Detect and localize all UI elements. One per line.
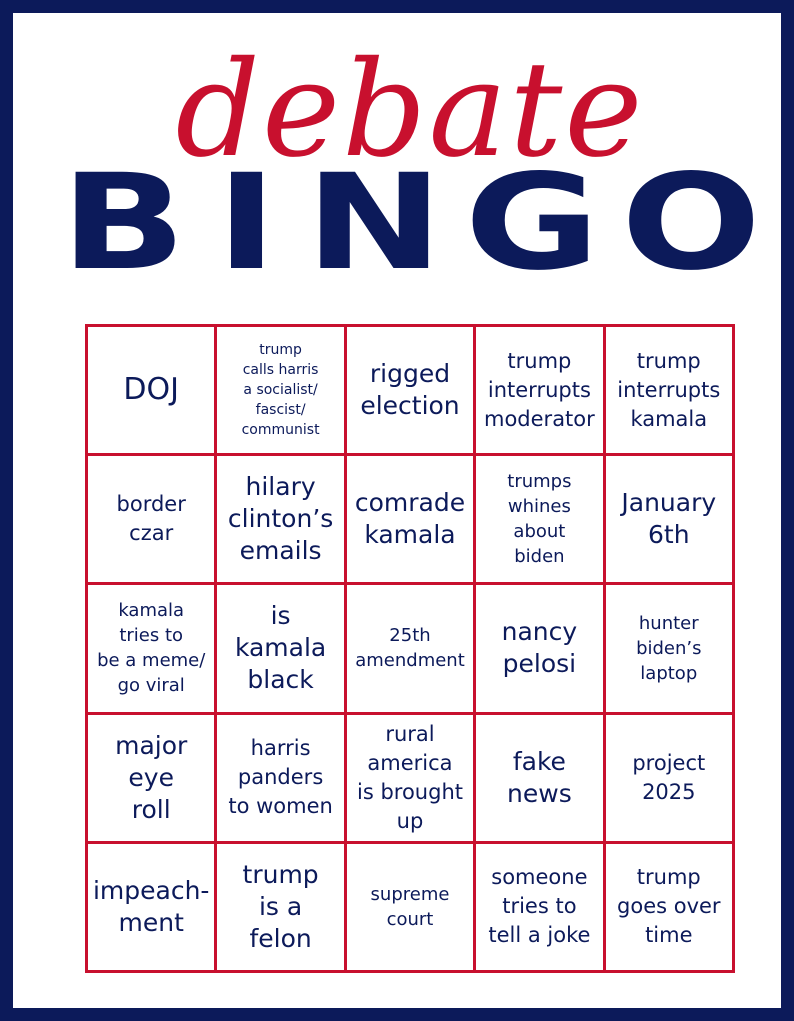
bingo-board — [85, 324, 735, 973]
bingo-cell: impeach- ment — [88, 844, 217, 973]
bingo-cell: trump goes over time — [606, 844, 735, 973]
bingo-cell: hilary clinton’s emails — [217, 456, 346, 585]
bingo-letter-b: B — [60, 146, 187, 300]
bingo-cell: nancy pelosi — [476, 585, 605, 714]
bingo-cell: someone tries to tell a joke — [476, 844, 605, 973]
bingo-letter-o: O — [620, 146, 762, 300]
bingo-cell: border czar — [88, 456, 217, 585]
bingo-cell: project 2025 — [606, 715, 735, 844]
bingo-cell: major eye roll — [88, 715, 217, 844]
bingo-cell: comrade kamala — [347, 456, 476, 585]
title-debate: debate — [175, 33, 645, 187]
bingo-letter-g: G — [464, 146, 601, 300]
bingo-cell: kamala tries to be a meme/ go viral — [88, 585, 217, 714]
bingo-cell: trump calls harris a socialist/ fascist/ communist — [217, 327, 346, 456]
bingo-letter-n: N — [305, 146, 444, 300]
bingo-cell: trumps whines about biden — [476, 456, 605, 585]
bingo-cell: fake news — [476, 715, 605, 844]
bingo-cell: 25th amendment — [347, 585, 476, 714]
bingo-cell: January 6th — [606, 456, 735, 585]
bingo-cell: hunter biden’s laptop — [606, 585, 735, 714]
bingo-cell: trump is a felon — [217, 844, 346, 973]
bingo-cell: supreme court — [347, 844, 476, 973]
bingo-cell: rural america is brought up — [347, 715, 476, 844]
bingo-cell: rigged election — [347, 327, 476, 456]
bingo-letter-i: I — [215, 146, 278, 300]
bingo-cell: trump interrupts moderator — [476, 327, 605, 456]
bingo-cell: DOJ — [88, 327, 217, 456]
bingo-cell: harris panders to women — [217, 715, 346, 844]
bingo-cell: trump interrupts kamala — [606, 327, 735, 456]
bingo-cell: is kamala black — [217, 585, 346, 714]
